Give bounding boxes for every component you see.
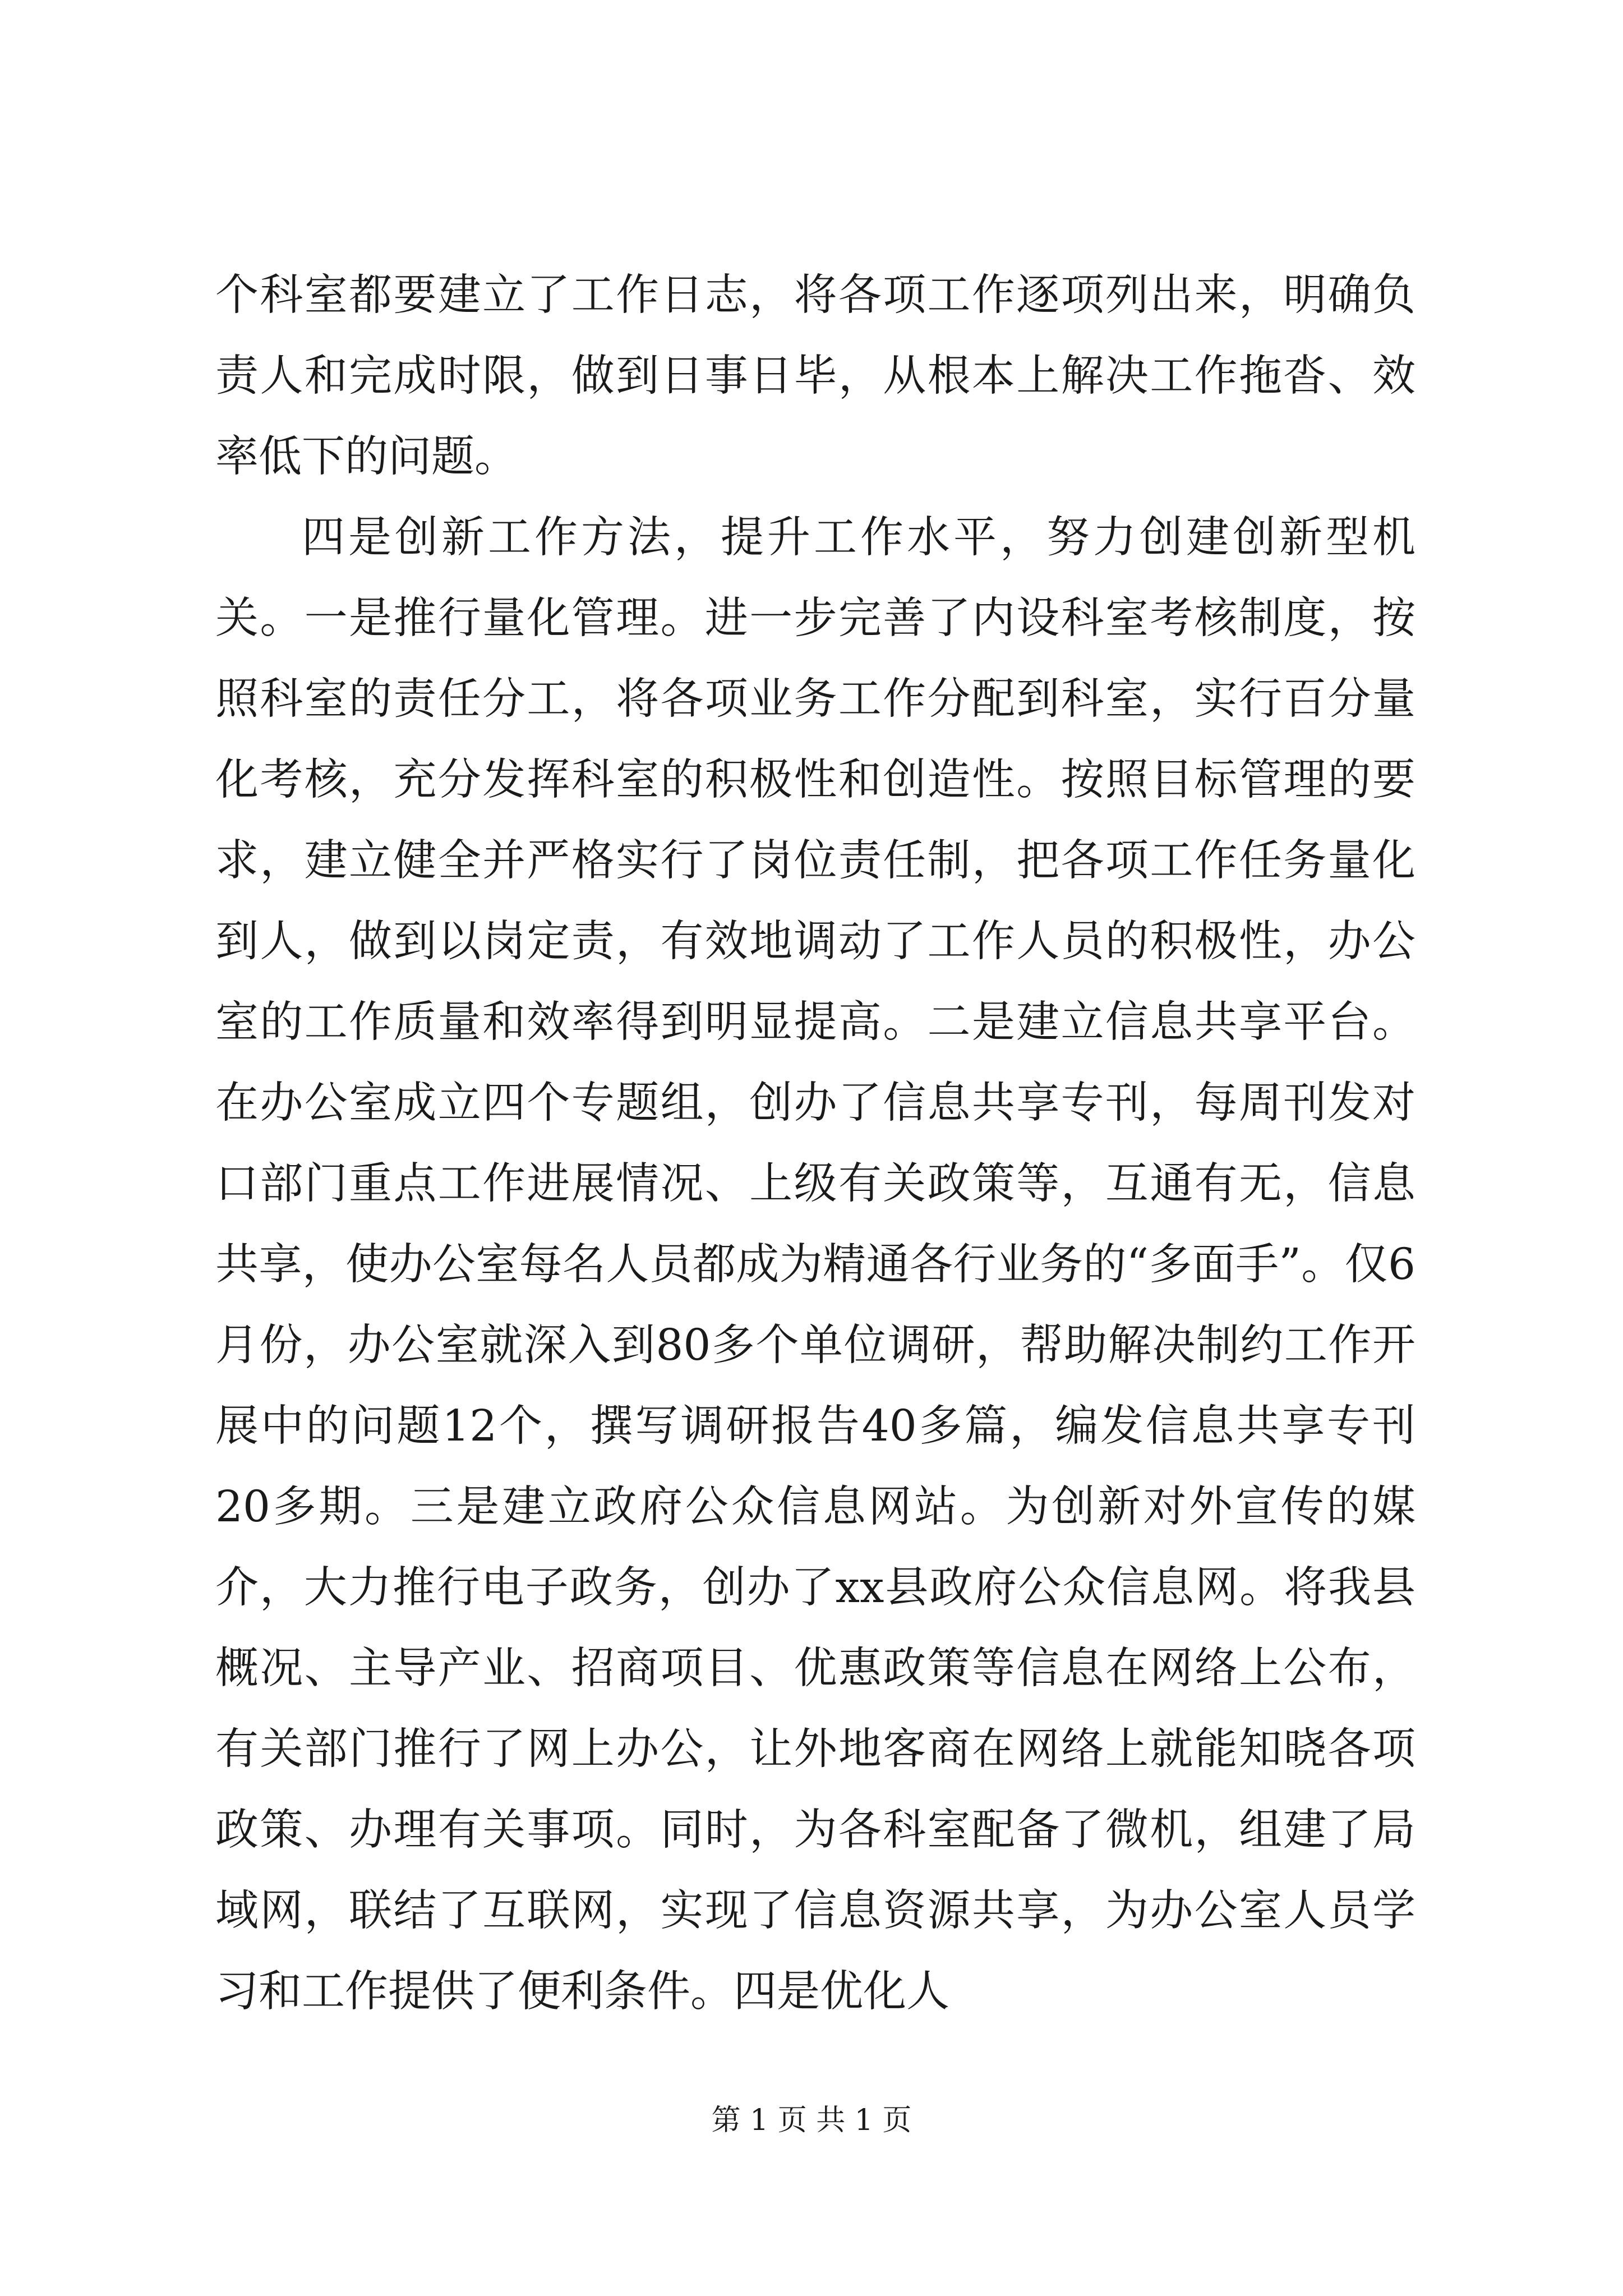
page-footer: 第 1 页 共 1 页: [711, 2104, 912, 2137]
paragraph-innovation: 四是创新工作方法，提升工作水平，努力创建创新型机关。一是推行量化管理。进一步完善了内设科室考核制度，按照科室的责任分工，将各项业务工作分配到科室，实行百分量化考核，充分发挥科室的积极性和创造性。按照目标管理的要求，建立健全并严格实行了岗位责任制，把各项工作任务量化到人，做到以岗定责，有效地调动了工作人员的积极性，办公室的工作质量和效率得到明显提高。二是建立信息共享平台。在办公室成立四个专题组，创办了信息共享专刊，每周刊发对口部门重点工作进展情况、上级有关政策等，互通有无，信息共享，使办公室每名人员都成为精通各行业务的“多面手”。仅6月份，办公室就深入到80多个单位调研，帮助解决制约工作开展中的问题12个，撰写调研报告40多篇，编发信息共享专刊20多期。三是建立政府公众信息网站。为创新对外宣传的媒介，大力推行电子政务，创办了xx县政府公众信息网。将我县概况、主导产业、招商项目、优惠政策等信息在网络上公布，有关部门推行了网上办公，让外地客商在网络上就能知晓各项政策、办理有关事项。同时，为各科室配备了微机，组建了局域网，联结了互联网，实现了信息资源共享，为办公室人员学习和工作提供了便利条件。四是优化人: [215, 513, 1415, 2017]
paragraph-continuation: 个科室都要建立了工作日志，将各项工作逐项列出来，明确负责人和完成时限，做到日事日毕，从根本上解决工作拖沓、效率低下的问题。: [215, 270, 1415, 482]
document-body: [215, 255, 1415, 2032]
